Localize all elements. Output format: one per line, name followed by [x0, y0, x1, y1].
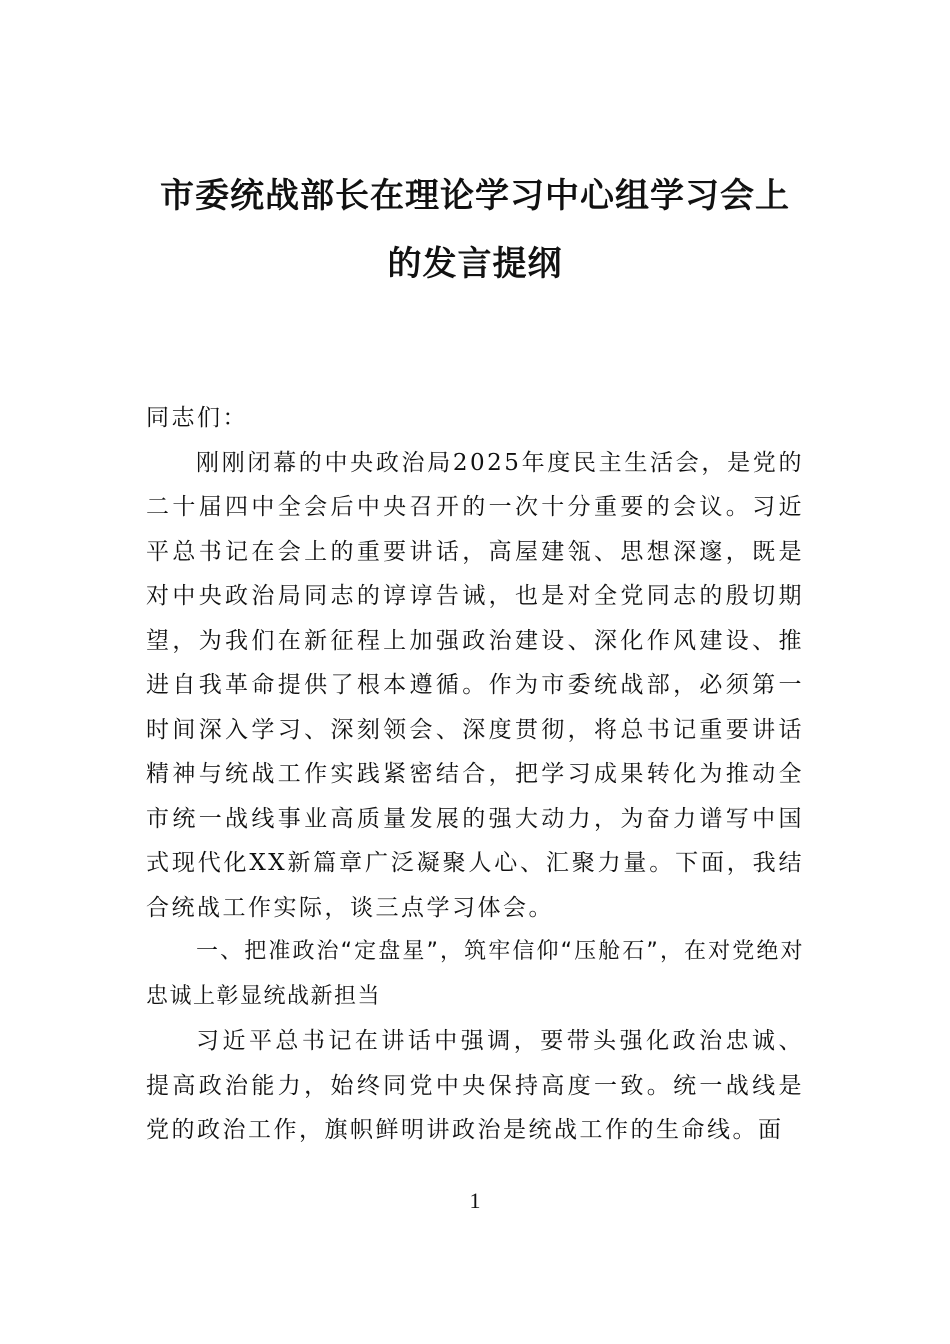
paragraph-section-1: 习近平总书记在讲话中强调，要带头强化政治忠诚、提高政治能力，始终同党中央保持高度一致。统一战线是党的政治工作，旗帜鲜明讲政治是统战工作的生命线。面 [146, 1028, 804, 1143]
paragraph-intro: 刚刚闭幕的中央政治局2025年度民主生活会，是党的二十届四中全会后中央召开的一次十分重要的会议。习近平总书记在会上的重要讲话，高屋建瓴、思想深邃，既是对中央政治局同志的谆谆告诫，也是对全党同志的殷切期望，为我们在新征程上加强政治建设、深化作风建设、推进自我革命提供了根本遵循。作为市委统战部，必须第一时间深入学习、深刻领会、深度贯彻，将总书记重要讲话精神与统战工作实践紧密结合，把学习成果转化为推动全市统一战线事业高质量发展的强大动力，为奋力谱写中国式现代化XX新篇章广泛凝聚人心、汇聚力量。下面，我结合统战工作实际，谈三点学习体会。 [146, 449, 804, 921]
title-line-1: 市委统战部长在理论学习中心组学习会上 [160, 176, 790, 216]
title-line-2: 的发言提纲 [387, 244, 563, 284]
document-title [130, 162, 820, 298]
section-heading-1: 一、把准政治“定盘星”，筑牢信仰“压舱石”，在对党绝对忠诚上彰显统战新担当 [146, 939, 804, 1009]
salutation: 同志们： [146, 405, 248, 431]
document-body [146, 396, 804, 1153]
page-number: 1 [469, 1188, 481, 1213]
